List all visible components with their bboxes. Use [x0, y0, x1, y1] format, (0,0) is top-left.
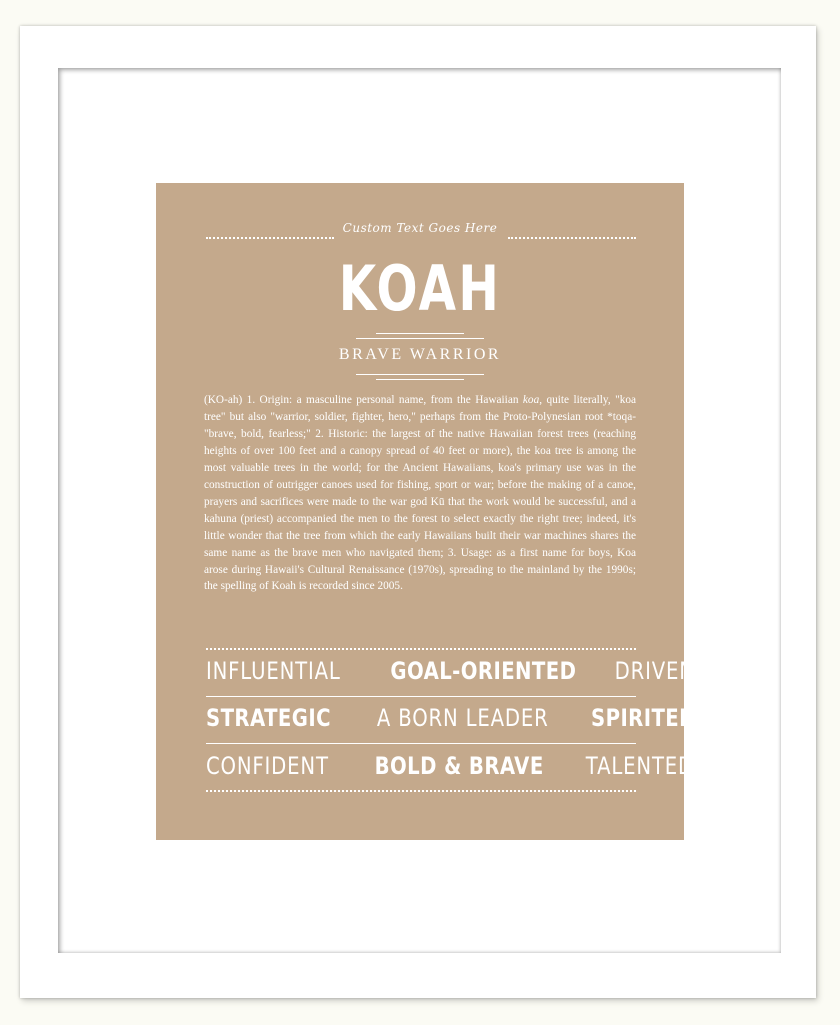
- trait: A BORN LEADER: [377, 704, 550, 732]
- trait: STRATEGIC: [206, 704, 331, 732]
- traits-row: [206, 752, 695, 786]
- trait: DRIVEN: [614, 657, 695, 685]
- definition-italic-word: koa: [522, 394, 540, 406]
- dotted-divider: [206, 790, 636, 792]
- trait: GOAL-ORIENTED: [390, 657, 577, 685]
- name-definition: [204, 392, 636, 595]
- dotted-divider: [206, 648, 636, 650]
- name-print: [156, 183, 696, 840]
- trait: CONFIDENT: [206, 752, 329, 780]
- divider-line: [356, 338, 484, 339]
- divider-line: [356, 374, 484, 375]
- divider-line: [376, 333, 464, 334]
- trait: SPIRITED: [590, 704, 696, 732]
- name-title: KOAH: [338, 252, 502, 325]
- dotted-divider-left: [206, 237, 334, 239]
- name-meaning: BRAVE WARRIOR: [338, 346, 502, 363]
- trait: TALENTED: [585, 752, 695, 780]
- definition-text: , quite literally, "koa tree" but also "warrior, soldier, fighter, hero," perhaps from the Proto-Polynesian root *toqa- "brave, bold, fearless;" 2. Historic: the largest of the native Hawaiian forest trees (reaching heights of over 100 feet and a canopy spread of 40 feet or more), the koa tree is among the most valuable trees in the world; for the Ancient Hawaiians, koa's primary use was in the construction of outrigger canoes used for fishing, sport or war; before the making of a canoe, prayers and sacrifices were made to the war god Kū that the work would be successful, and a kahuna (priest) accompanied the men to the forest to select exactly the right tree; indeed, it's little wonder that the tree from which the early Hawaiians built their war machines shares the same name as the brave men who navigated them; 3. Usage: as a first name for boys, Koa arose during Hawaii's Cultural Renaissance (1970s), spreading to the mainland by the 1990s; the spelling of Koah is recorded since 2005.: [204, 394, 637, 593]
- divider-line: [376, 379, 464, 380]
- custom-text: Custom Text Goes Here: [342, 221, 498, 235]
- traits-row: [206, 657, 695, 691]
- divider-line: [206, 743, 636, 744]
- dotted-divider-right: [508, 237, 636, 239]
- trait: INFLUENTIAL: [206, 657, 341, 685]
- traits-row: [206, 704, 696, 738]
- trait: BOLD & BRAVE: [374, 752, 544, 780]
- divider-line: [206, 696, 636, 697]
- definition-text: (KO-ah) 1. Origin: a masculine personal name, from the Hawaiian: [204, 394, 523, 406]
